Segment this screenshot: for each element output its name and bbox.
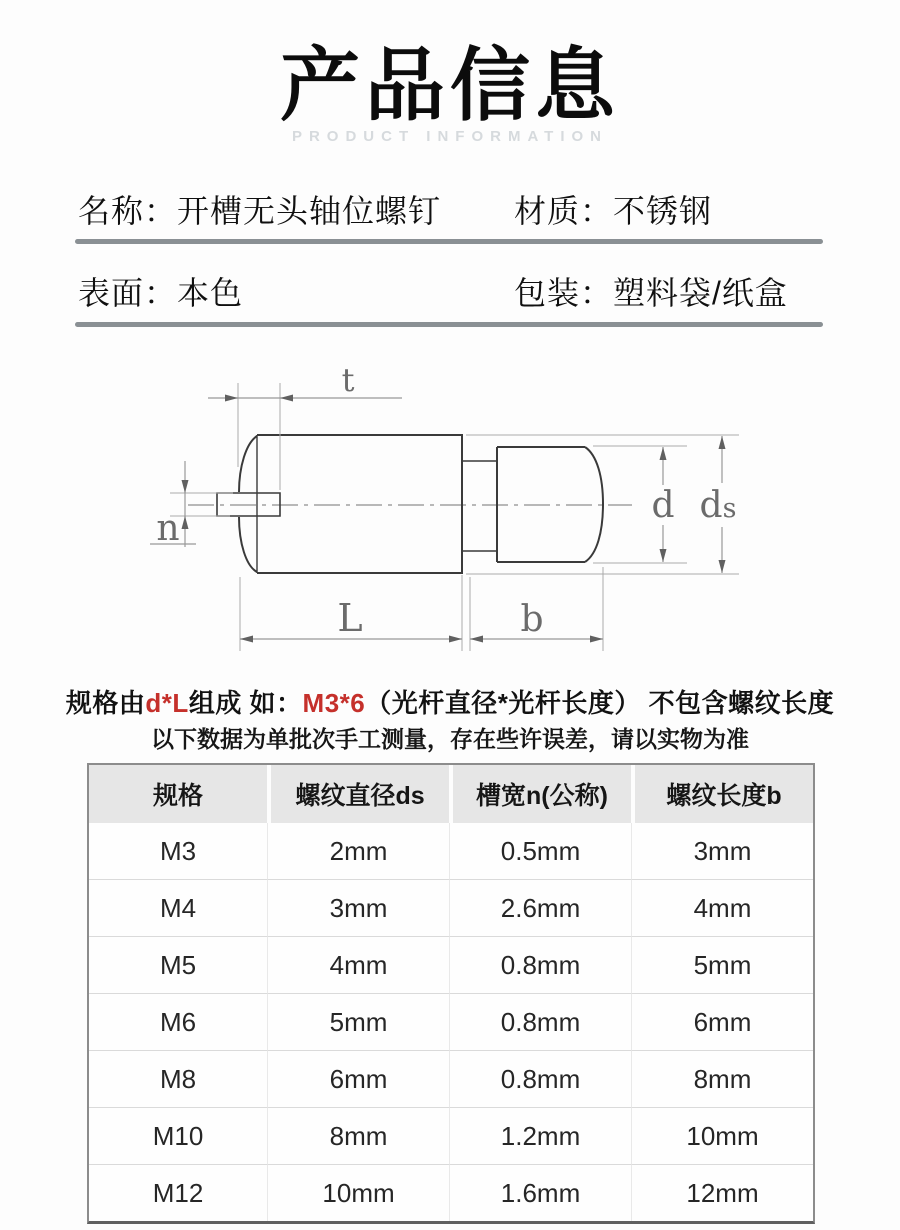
table-cell: 5mm	[631, 936, 813, 993]
dimension-d	[593, 446, 687, 563]
note-part3: 组成 如：	[188, 688, 303, 718]
column-header-thread-length: 螺纹长度b	[631, 765, 813, 823]
name-label: 名称：	[78, 193, 178, 229]
table-cell: 8mm	[631, 1050, 813, 1107]
table-cell: 12mm	[631, 1164, 813, 1221]
product-package	[514, 268, 788, 314]
table-cell: 1.6mm	[449, 1164, 631, 1221]
label-ds-sub: s	[722, 493, 737, 524]
table-cell: 0.5mm	[449, 823, 631, 879]
package-value: 塑料袋/纸盒	[613, 275, 788, 311]
dimension-t	[208, 361, 402, 490]
table-cell: M8	[89, 1050, 267, 1107]
dimension-b	[470, 567, 603, 651]
surface-label: 表面：	[78, 275, 178, 311]
note-part4-red: M3*6	[302, 688, 366, 718]
divider-line	[75, 322, 823, 327]
table-row	[89, 1050, 813, 1107]
spec-note-line1	[0, 683, 900, 720]
label-d: d	[651, 485, 675, 526]
note-part5: （光杆直径*光杆长度） 不包含螺纹长度	[365, 688, 835, 718]
table-cell: 10mm	[267, 1164, 449, 1221]
dimension-L	[240, 575, 462, 651]
table-header-row	[89, 765, 813, 823]
table-cell: 2.6mm	[449, 879, 631, 936]
page-subtitle: PRODUCT INFORMATION	[291, 128, 609, 145]
spec-note-line2: 以下数据为单批次手工测量，存在些许误差，请以实物为准	[151, 726, 749, 752]
screw-dimension-diagram	[100, 355, 800, 675]
name-value: 开槽无头轴位螺钉	[177, 193, 442, 229]
table-row	[89, 1164, 813, 1221]
table-cell: M4	[89, 879, 267, 936]
table-cell: 6mm	[631, 993, 813, 1050]
attribute-row-2	[0, 268, 900, 312]
table-cell: 0.8mm	[449, 1050, 631, 1107]
divider-line	[75, 239, 823, 244]
note-part1: 规格由	[65, 688, 146, 718]
table-cell: M6	[89, 993, 267, 1050]
surface-value: 本色	[177, 275, 244, 311]
spec-table	[87, 763, 815, 1224]
table-cell: 6mm	[267, 1050, 449, 1107]
table-row	[89, 1107, 813, 1164]
table-row	[89, 993, 813, 1050]
table-cell: 10mm	[631, 1107, 813, 1164]
table-cell: M10	[89, 1107, 267, 1164]
table-cell: 8mm	[267, 1107, 449, 1164]
note-part2-red: d*L	[145, 688, 189, 718]
label-n: n	[156, 508, 180, 549]
material-value: 不锈钢	[613, 193, 713, 229]
material-label: 材质：	[514, 193, 614, 229]
column-header-spec: 规格	[89, 765, 267, 823]
table-cell: M5	[89, 936, 267, 993]
table-cell: 3mm	[631, 823, 813, 879]
label-L: L	[337, 596, 363, 640]
table-cell: 1.2mm	[449, 1107, 631, 1164]
column-header-slot-width: 槽宽n(公称)	[449, 765, 631, 823]
column-header-thread-diameter: 螺纹直径ds	[267, 765, 449, 823]
table-cell: M3	[159, 835, 197, 866]
package-label: 包装：	[514, 275, 614, 311]
table-cell: M12	[89, 1164, 267, 1221]
label-ds	[700, 485, 737, 526]
label-ds-main: d	[699, 485, 723, 526]
table-row	[89, 823, 813, 879]
page-title: 产品信息	[280, 41, 620, 130]
table-cell: 5mm	[267, 993, 449, 1050]
label-b: b	[520, 599, 544, 640]
product-surface	[78, 268, 243, 314]
table-row	[89, 879, 813, 936]
table-cell: 0.8mm	[449, 993, 631, 1050]
table-cell: 0.8mm	[449, 936, 631, 993]
table-cell: 3mm	[267, 879, 449, 936]
table-cell: 2mm	[267, 823, 449, 879]
table-cell: 4mm	[631, 879, 813, 936]
attribute-row-1	[0, 186, 900, 230]
table-cell: 4mm	[267, 936, 449, 993]
product-name	[78, 186, 441, 232]
product-material	[514, 186, 712, 232]
table-row	[89, 936, 813, 993]
label-t: t	[341, 361, 355, 399]
screw-body-outline	[217, 435, 603, 573]
